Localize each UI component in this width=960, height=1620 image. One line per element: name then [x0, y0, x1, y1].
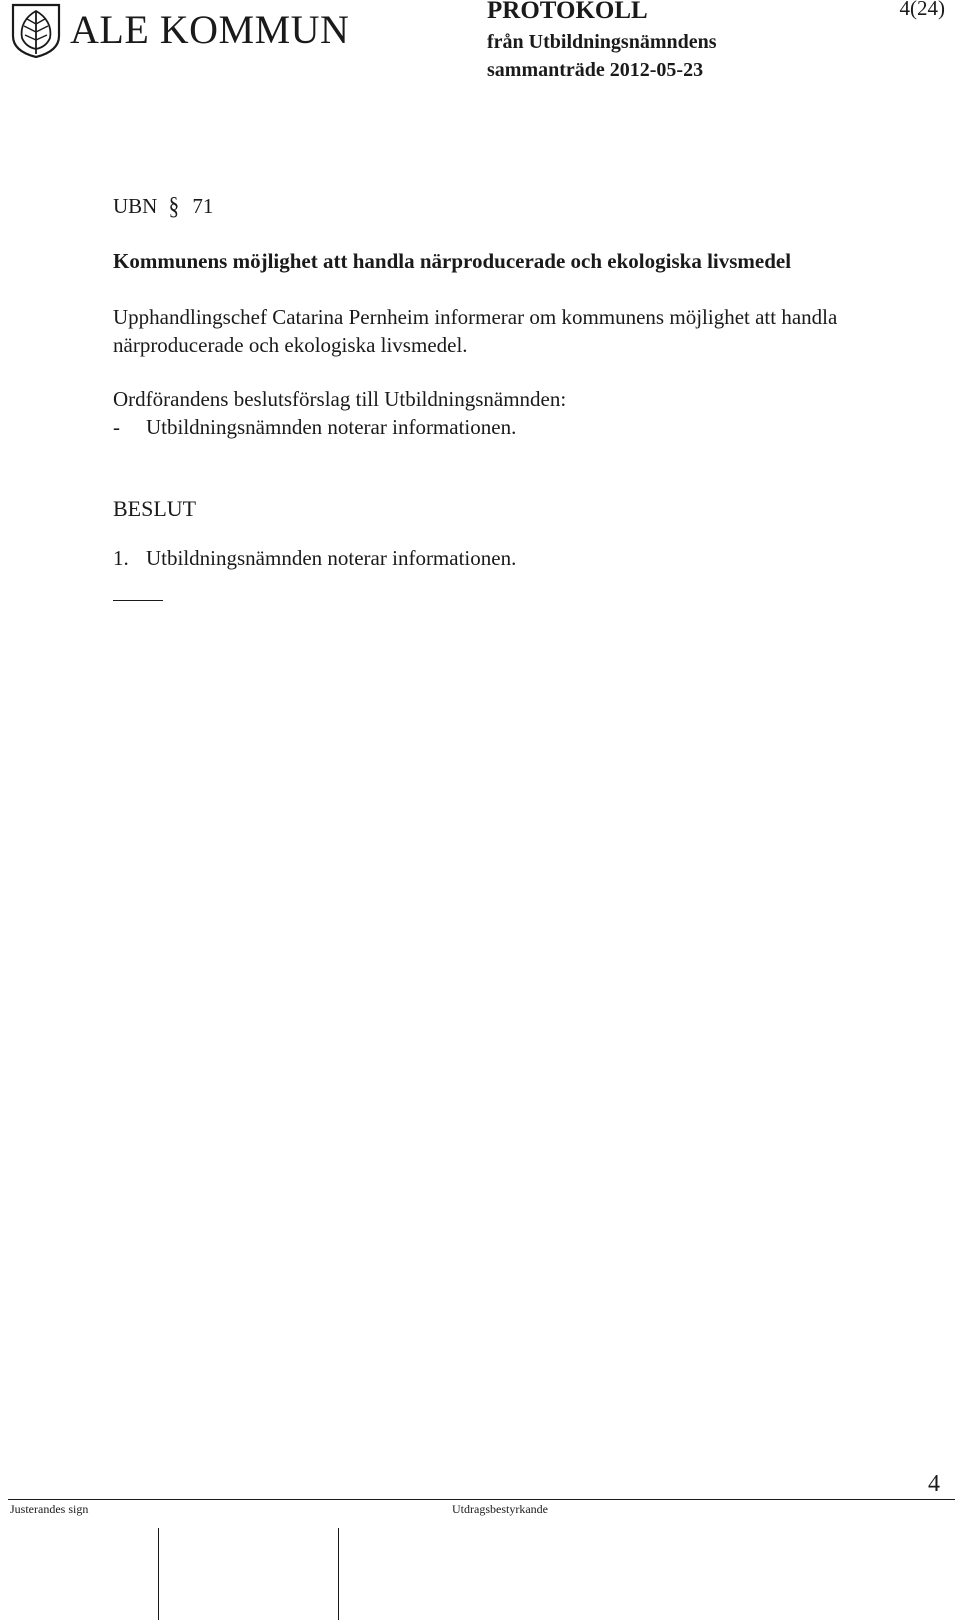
page-count: 4(24): [899, 0, 945, 20]
paragraph-id: [113, 191, 214, 221]
sign-label: Justerandes sign: [10, 1502, 89, 1516]
info-text-line: Upphandlingschef Catarina Pernheim informerar om kommunens möjlighet att handla: [113, 305, 838, 329]
signature-box-divider: [158, 1528, 159, 1620]
meeting-date: sammanträde 2012-05-23: [487, 59, 704, 81]
leaf-emblem-icon: [10, 2, 62, 58]
info-text-line: närproducerade och ekologiska livsmedel.: [113, 333, 468, 357]
decision-item-text: Utbildningsnämnden noterar informationen.: [146, 546, 517, 570]
footer-divider: [8, 1499, 955, 1500]
extract-label: Utdragsbestyrkande: [452, 1502, 548, 1516]
document-title: PROTOKOLL: [487, 0, 648, 24]
decision-number: 1.: [113, 546, 129, 570]
decision-heading: BESLUT: [113, 496, 197, 521]
municipality-name: ALE KOMMUN: [70, 7, 350, 52]
page-number: 4: [928, 1471, 940, 1497]
decision-item: [113, 544, 943, 572]
document-subtitle: från Utbildningsnämndens: [487, 31, 717, 53]
signature-box-divider: [338, 1528, 339, 1620]
end-rule: [113, 600, 163, 601]
proposal-item: [113, 413, 943, 441]
proposal-intro: Ordförandens beslutsförslag till Utbildningsnämnden:: [113, 387, 567, 411]
section-symbol: §: [168, 191, 180, 221]
paragraph-prefix: UBN: [113, 194, 158, 218]
list-dash: -: [113, 415, 120, 439]
paragraph-number: 71: [192, 194, 214, 218]
proposal-item-text: Utbildningsnämnden noterar informationen.: [146, 415, 517, 439]
item-heading: Kommunens möjlighet att handla närproducerade och ekologiska livsmedel: [113, 249, 792, 273]
